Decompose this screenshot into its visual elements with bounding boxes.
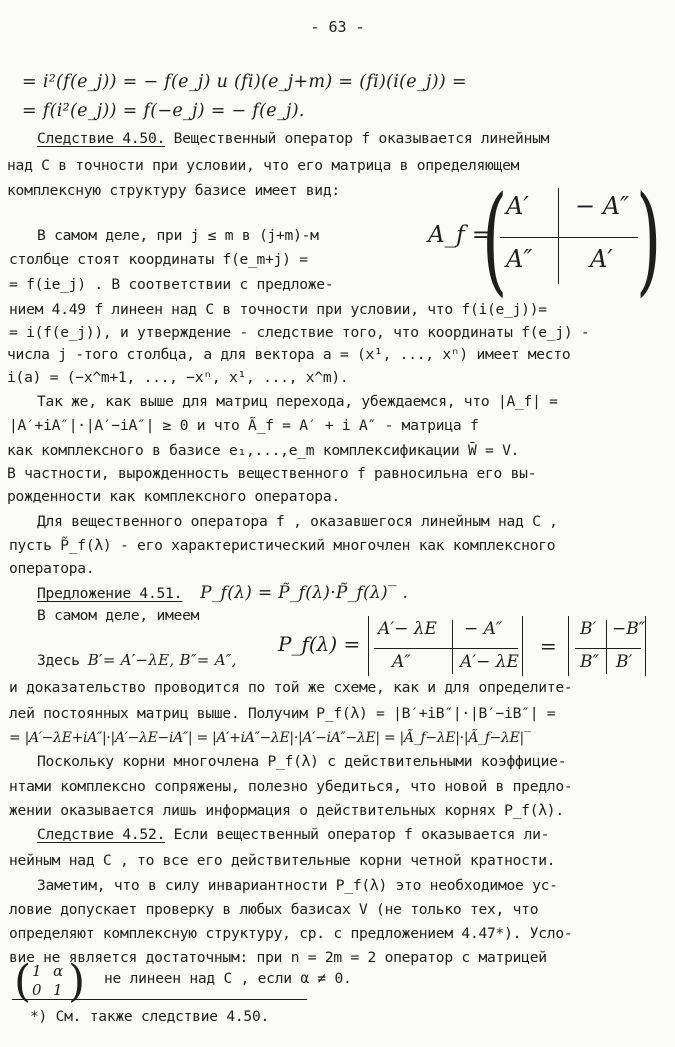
footnote: *) См. также следствие 4.50. [30,1008,270,1025]
text-line-09: нием 4.49 f линеен над C в точности при условии, что f(i(e_j))= [9,301,547,318]
corollary-4-50-line [37,130,549,147]
text-line-24: и доказательство проводится по той же схеме, как и для определите- [9,679,573,696]
matrix-small-a11: 1 [32,962,42,980]
text-line-15: как комплексного в базисе e₁,...,e_m комплексификации W̄ = V. [7,442,520,459]
text-line-13: Так же, как выше для матриц перехода, убеждаемся, что |A_f| = [37,393,558,410]
matrix-pf-a11: A′− λE [378,619,437,639]
corollary-4-52-line [37,826,549,843]
text-line-23-label: Здесь [37,652,80,669]
corollary-4-50-text: Вещественный оператор f оказывается линейным [165,130,550,147]
text-line-23-formula: B′= A′−λE, B″= A″, [87,651,237,669]
matrix-pf-horizontal-divider [374,648,518,649]
matrix-pf-vertical-divider [452,620,453,674]
formula-line-26: = |A′−λE+iA″|·|A′−λE−iA″| = |A′+iA″−λE|·|A′−iA″−λE| = |Ã_f−λE|·|Ã_f−λE|‾ [9,730,531,746]
matrix-b-right-bar [645,616,646,676]
text-line-18: Для вещественного оператора f , оказавшегося линейным над C , [37,513,558,530]
matrix-pf-left-bar [368,616,369,676]
matrix-af-label: A_f = [428,222,492,248]
text-line-32: Заметим, что в силу инвариантности P_f(λ) это необходимое ус- [37,877,558,894]
matrix-small-a12: α [53,962,64,980]
text-line-20: оператора. [9,560,95,577]
matrix-small-a22: 1 [53,981,63,999]
matrix-af-vertical-divider [558,188,559,284]
text-line-28: нтами комплексно сопряжены, полезно убедиться, что новой в предло- [9,778,573,795]
text-line-29: жении оказывается лишь информация о действительных корнях P_f(λ). [9,802,564,819]
text-line-17: рожденности как комплексного оператора. [7,488,340,505]
proposition-4-51-formula: P_f(λ) = P̃_f(λ)·P̃_f(λ)‾ . [200,583,409,603]
matrix-af-horizontal-divider [500,237,638,238]
text-line-08: = f(ie_j) . В соответствии с предложе- [9,276,334,293]
text-line-22: В самом деле, имеем [37,607,200,624]
text-line-05: комплексную структуру базисе имеет вид: [7,182,340,199]
text-line-34: определяют комплексную структуру, ср. с предложением 4.47*). Усло- [9,925,573,942]
corollary-4-52-text: Если вещественный оператор f оказывается ли- [165,826,550,843]
matrix-b-b22: B′ [616,652,633,672]
matrix-b-b11: B′ [580,619,597,639]
matrix-b-left-bar [568,616,569,676]
text-line-06: В самом деле, при j ≤ m в (j+m)-м [37,227,319,244]
matrix-pf-equals: = [540,634,557,658]
text-line-11: числа j -того столбца, а для вектора a = (x¹, ..., xⁿ) имеет место [7,346,571,363]
matrix-b-b12: −B″ [612,619,646,639]
footnote-separator [12,999,307,1000]
matrix-pf-right-bar [522,616,523,676]
text-line-27: Поскольку корни многочлена P_f(λ) с действительными коэффицие- [37,753,567,770]
text-line-07: столбце стоят координаты f(e_m+j) = [9,251,308,268]
formula-line-1: = i²(f(e_j)) = − f(e_j) и (fi)(e_j+m) = (fi)(i(e_j)) = [22,72,467,92]
text-line-19: пусть P̃_f(λ) - его характеристический многочлен как комплексного [9,537,556,554]
matrix-small-left-paren: ( [14,956,32,1007]
formula-line-2: = f(i²(e_j)) = f(−e_j) = − f(e_j). [22,101,305,121]
text-line-23 [37,651,237,669]
matrix-af-right-paren: ) [636,170,662,308]
page-number: - 63 - [310,18,365,36]
matrix-af-left-paren: ( [482,170,508,308]
matrix-small-a21: 0 [32,981,42,999]
corollary-4-52-heading: Следствие 4.52. [37,826,166,843]
matrix-pf-a22: A′− λE [460,652,519,672]
matrix-b-horizontal-divider [575,648,641,649]
text-line-35: вие не является достаточным: при n = 2m = 2 оператор с матрицей [9,949,547,966]
matrix-small-right-paren: ) [68,956,86,1007]
text-line-14: |A′+iA″|·|A′−iA″| ≥ 0 и что Ã_f = A′ + i A″ - матрица f [9,417,479,434]
text-line-36: не линеен над C , если α ≠ 0. [104,970,352,987]
matrix-pf-label: P_f(λ) = [278,632,361,656]
proposition-4-51-line [37,583,408,603]
text-line-33: ловие допускает проверку в любых базисах V (не только тех, что [9,901,539,918]
text-line-25: лей постоянных матриц выше. Получим P_f(λ) = |B′+iB″|·|B′−iB″| = [9,705,556,722]
matrix-af-a22: A′ [590,245,613,273]
text-line-10: = i(f(e_j)), и утверждение - следствие того, что координаты f(e_j) - [9,324,590,341]
matrix-b-b21: B″ [580,652,599,672]
text-line-31: нейным над C , то все его действительные корни четной кратности. [9,852,556,869]
matrix-pf-a12: − A″ [464,619,503,639]
text-line-04: над C в точности при условии, что его матрица в определяющем [7,157,520,174]
matrix-b-vertical-divider [606,620,607,674]
matrix-af-a21: A″ [506,245,533,273]
text-line-12: i(a) = (−x^m+1, ..., −xⁿ, x¹, ..., x^m). [7,369,349,386]
matrix-af-a11: A′ [506,192,529,220]
proposition-4-51-heading: Предложение 4.51. [37,585,183,602]
matrix-af-a12: − A″ [575,192,630,220]
corollary-4-50-heading: Следствие 4.50. [37,130,166,147]
matrix-pf-a21: A″ [392,652,411,672]
text-line-16: В частности, вырожденность вещественного f равносильна его вы- [7,465,537,482]
